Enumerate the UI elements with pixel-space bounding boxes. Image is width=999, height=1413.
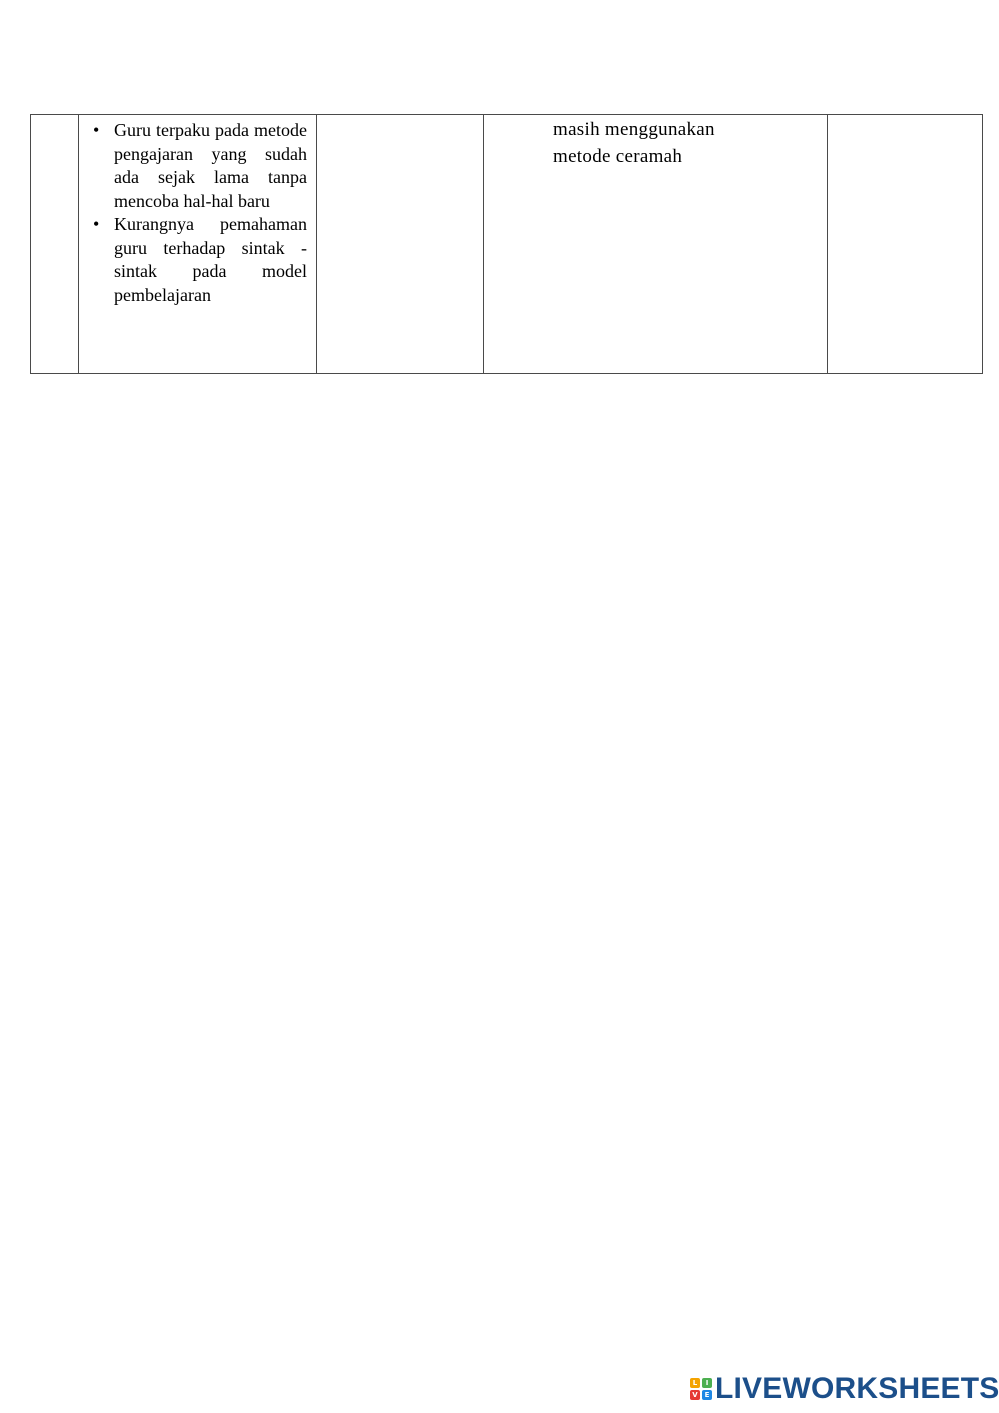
table-cell-causes: [79, 115, 317, 374]
notes-line: metode ceramah: [553, 146, 683, 167]
liveworksheets-logo: [690, 1373, 999, 1405]
document-table: [30, 114, 983, 374]
table-row: [31, 115, 983, 374]
list-item-text: Kurangnya pemahaman guru terhadap sintak - sintak pada model pembelajaran: [114, 214, 307, 305]
logo-mark-tile: E: [702, 1390, 712, 1400]
logo-mark-tile: I: [702, 1378, 712, 1388]
bullet-icon: •: [93, 214, 100, 234]
notes-line: masih menggunakan: [553, 119, 715, 140]
bullet-list: [79, 115, 316, 307]
bullet-icon: •: [93, 120, 100, 140]
table-cell-number: [31, 115, 79, 374]
logo-text: LIVEWORKSHEETS: [715, 1372, 999, 1405]
notes-text: [484, 116, 827, 170]
list-item-text: Guru terpaku pada metode pengajaran yang sudah ada sejak lama tanpa mencoba hal-hal baru: [114, 120, 307, 211]
table-cell-empty: [317, 115, 484, 374]
logo-mark-tile: L: [690, 1378, 700, 1388]
logo-mark-icon: [690, 1378, 712, 1400]
list-item: [91, 213, 307, 307]
table-cell-notes: [484, 115, 828, 374]
logo-mark-tile: V: [690, 1390, 700, 1400]
list-item: [91, 119, 307, 213]
table-cell-empty: [828, 115, 983, 374]
